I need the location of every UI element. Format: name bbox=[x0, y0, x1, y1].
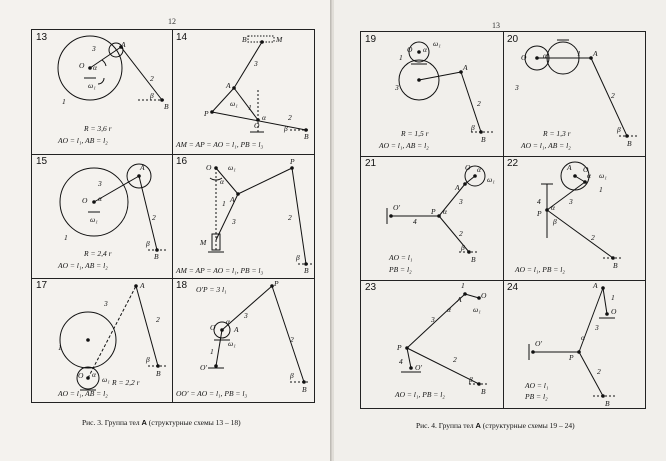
label-link-number: 1 bbox=[210, 347, 214, 356]
mechanism-diagram bbox=[503, 32, 645, 156]
label-link-number: 2 bbox=[288, 213, 292, 222]
label-link-number: 1 bbox=[58, 343, 62, 352]
label-point: P bbox=[204, 109, 209, 118]
parameter-line: AO = l₁, PB = l₂ bbox=[395, 390, 445, 399]
label-point: O bbox=[583, 165, 589, 174]
label-angle: α bbox=[92, 370, 96, 379]
scheme-21 bbox=[361, 156, 503, 280]
parameter-line: PB = l₂ bbox=[525, 392, 548, 401]
label-point: O bbox=[521, 53, 527, 62]
label-link-number: 3 bbox=[92, 44, 96, 53]
label-angle: α bbox=[423, 45, 427, 54]
label-link-number: 3 bbox=[104, 299, 108, 308]
label-point: A bbox=[230, 195, 235, 204]
parameter-line: AM = AP = AO = l₁, PB = l₃ bbox=[176, 266, 264, 275]
scheme-number: 13 bbox=[36, 32, 48, 43]
label-point: O′ bbox=[200, 363, 208, 372]
mechanism-diagram bbox=[172, 154, 314, 278]
parameter-line: AO = l₁, AB = l₂ bbox=[58, 261, 108, 270]
label-angle: α bbox=[220, 177, 224, 186]
label-link-number: 2 bbox=[290, 335, 294, 344]
label-point: A bbox=[593, 49, 598, 58]
label-point: O bbox=[79, 61, 85, 70]
label-point: A bbox=[567, 163, 572, 172]
label-point: O bbox=[82, 196, 88, 205]
scheme-number: 18 bbox=[176, 280, 188, 291]
label-angle: α bbox=[543, 51, 547, 60]
label-angle: β bbox=[290, 371, 294, 380]
label-omega: ω₁ bbox=[230, 99, 238, 108]
label-omega: ω₁ bbox=[102, 375, 110, 384]
parameter-line: R = 2,4 r bbox=[84, 249, 112, 258]
label-angle: α bbox=[262, 113, 266, 122]
parameter-line: AO = l₁, AB = l₂ bbox=[58, 136, 108, 145]
right-page bbox=[334, 0, 666, 461]
label-ratio: O′P = 3 l₁ bbox=[196, 285, 227, 294]
label-point: B bbox=[164, 102, 169, 111]
figure-caption bbox=[82, 418, 241, 427]
label-point: B bbox=[302, 385, 307, 394]
label-point: A bbox=[593, 281, 598, 290]
label-omega: ω₁ bbox=[599, 171, 607, 180]
label-link-number: 2 bbox=[150, 74, 154, 83]
label-point: P bbox=[569, 353, 574, 362]
parameter-line: R = 1,3 r bbox=[543, 129, 571, 138]
caption-suffix: (структурные схемы 19 – 24) bbox=[480, 421, 575, 430]
label-omega: ω₁ bbox=[433, 39, 441, 48]
label-point: O′ bbox=[415, 363, 423, 372]
parameter-line: PB = l₂ bbox=[389, 265, 412, 274]
label-point: M bbox=[200, 238, 207, 247]
label-angle: α bbox=[477, 165, 481, 174]
label-angle: β bbox=[146, 355, 150, 364]
label-point: O bbox=[465, 163, 471, 172]
label-point: A bbox=[455, 183, 460, 192]
label-angle: α bbox=[587, 171, 591, 180]
label-omega: ω₁ bbox=[88, 81, 96, 90]
label-link-number: 1 bbox=[577, 49, 581, 58]
parameter-line: AO = l₁, PB = l₂ bbox=[515, 265, 565, 274]
scheme-grid bbox=[31, 29, 315, 403]
label-omega: ω₁ bbox=[228, 339, 236, 348]
label-link-number: 2 bbox=[453, 355, 457, 364]
label-link-number: 1 bbox=[62, 97, 66, 106]
label-link-number: 3 bbox=[431, 315, 435, 324]
parameter-line: R = 1,5 r bbox=[401, 129, 429, 138]
scheme-13 bbox=[32, 30, 172, 154]
scheme-number: 14 bbox=[176, 32, 188, 43]
label-angle: α bbox=[447, 305, 451, 314]
label-link-number: 2 bbox=[597, 367, 601, 376]
parameter-line: AO = l₁ bbox=[389, 253, 413, 262]
label-point: A bbox=[140, 163, 145, 172]
caption-group: A bbox=[475, 421, 481, 430]
scheme-23 bbox=[361, 280, 503, 408]
scheme-number: 24 bbox=[507, 282, 519, 293]
label-angle: α bbox=[443, 207, 447, 216]
scheme-15 bbox=[32, 154, 172, 278]
mechanism-diagram bbox=[503, 156, 645, 280]
label-point: B bbox=[481, 135, 486, 144]
label-point: B bbox=[627, 139, 632, 148]
label-point: B bbox=[613, 261, 618, 270]
parameter-line: R = 3,6 r bbox=[84, 124, 112, 133]
scheme-number: 15 bbox=[36, 156, 48, 167]
label-link-number: 3 bbox=[244, 311, 248, 320]
label-omega: ω₁ bbox=[473, 305, 481, 314]
label-link-number: 3 bbox=[459, 197, 463, 206]
scheme-16 bbox=[172, 154, 314, 278]
label-point: B bbox=[242, 35, 247, 44]
scheme-24 bbox=[503, 280, 645, 408]
label-link-number: 1 bbox=[248, 103, 252, 112]
label-point: O′ bbox=[393, 203, 401, 212]
label-omega: ω₁ bbox=[90, 215, 98, 224]
scheme-number: 19 bbox=[365, 34, 377, 45]
label-point: O bbox=[254, 121, 260, 130]
label-point: B bbox=[605, 399, 610, 408]
label-link-number: 4 bbox=[413, 217, 417, 226]
label-angle: β bbox=[284, 124, 288, 133]
label-point: P bbox=[290, 157, 295, 166]
mechanism-diagram bbox=[32, 154, 172, 278]
left-page bbox=[0, 0, 332, 461]
label-link-number: 3 bbox=[254, 59, 258, 68]
label-angle: β bbox=[150, 91, 154, 100]
label-link-number: 2 bbox=[477, 99, 481, 108]
label-link-number: 1 bbox=[461, 281, 465, 290]
parameter-line: R = 2,2 r bbox=[112, 378, 140, 387]
caption-prefix: Рис. 3. Группа тел bbox=[82, 418, 142, 427]
scheme-number: 23 bbox=[365, 282, 377, 293]
scheme-number: 22 bbox=[507, 158, 519, 169]
scheme-number: 16 bbox=[176, 156, 188, 167]
scheme-18 bbox=[172, 278, 314, 402]
label-link-number: 3 bbox=[395, 83, 399, 92]
label-link-number: 1 bbox=[611, 293, 615, 302]
label-angle: β bbox=[146, 239, 150, 248]
scheme-14 bbox=[172, 30, 314, 154]
label-point: P bbox=[537, 209, 542, 218]
label-point: P bbox=[431, 207, 436, 216]
label-link-number: 2 bbox=[156, 315, 160, 324]
parameter-line: AM = AP = AO = l₁, PB = l₃ bbox=[176, 140, 264, 149]
parameter-line: AO = l₁, AB = l₂ bbox=[58, 389, 108, 398]
label-link-number: 1 bbox=[64, 233, 68, 242]
parameter-line: AO = l₁, AB = l₂ bbox=[521, 141, 571, 150]
label-point: M bbox=[276, 35, 283, 44]
scheme-number: 20 bbox=[507, 34, 519, 45]
figure-caption bbox=[416, 421, 575, 430]
label-point: O bbox=[481, 291, 487, 300]
label-point: A bbox=[140, 281, 145, 290]
label-point: B bbox=[154, 252, 159, 261]
label-angle: β bbox=[296, 253, 300, 262]
label-point: A bbox=[234, 325, 239, 334]
scheme-20 bbox=[503, 32, 645, 156]
label-point: B bbox=[156, 369, 161, 378]
label-link-number: 2 bbox=[152, 213, 156, 222]
label-angle: β bbox=[553, 217, 557, 226]
label-point: B bbox=[471, 255, 476, 264]
page-number: 13 bbox=[492, 21, 500, 30]
caption-group: A bbox=[141, 418, 147, 427]
label-link-number: 3 bbox=[595, 323, 599, 332]
caption-suffix: (структурные схемы 13 – 18) bbox=[146, 418, 241, 427]
label-link-number: 4 bbox=[537, 197, 541, 206]
label-link-number: 2 bbox=[611, 91, 615, 100]
parameter-line: AO = l₁ bbox=[525, 381, 549, 390]
label-point: P bbox=[274, 279, 279, 288]
label-link-number: 3 bbox=[98, 179, 102, 188]
label-link-number: 4 bbox=[399, 357, 403, 366]
label-angle: α bbox=[581, 333, 585, 342]
scheme-17 bbox=[32, 278, 172, 402]
label-link-number: 1 bbox=[599, 185, 603, 194]
scheme-22 bbox=[503, 156, 645, 280]
label-link-number: 1 bbox=[222, 199, 226, 208]
mechanism-diagram bbox=[361, 156, 503, 280]
label-point: A bbox=[457, 295, 462, 304]
label-point: O bbox=[206, 163, 212, 172]
label-omega: ω₁ bbox=[228, 163, 236, 172]
label-omega: ω₁ bbox=[487, 175, 495, 184]
parameter-line: OO′ = AO = l₁, PB = l₃ bbox=[176, 389, 248, 398]
label-point: A bbox=[121, 40, 126, 49]
label-point: B bbox=[304, 132, 309, 141]
parameter-line: AO = l₁, AB = l₂ bbox=[379, 141, 429, 150]
label-link-number: 2 bbox=[459, 229, 463, 238]
label-point: O bbox=[611, 307, 617, 316]
label-angle: β bbox=[471, 123, 475, 132]
scheme-number: 21 bbox=[365, 158, 377, 169]
scheme-number: 17 bbox=[36, 280, 48, 291]
label-point: A bbox=[463, 63, 468, 72]
label-link-number: 3 bbox=[569, 197, 573, 206]
label-angle: β bbox=[461, 243, 465, 252]
mechanism-diagram bbox=[172, 30, 314, 154]
label-angle: β bbox=[469, 375, 473, 384]
label-point: O bbox=[210, 323, 216, 332]
label-link-number: 3 bbox=[232, 217, 236, 226]
label-angle: β bbox=[617, 125, 621, 134]
label-point: O′ bbox=[535, 339, 543, 348]
label-point: P bbox=[397, 343, 402, 352]
page-number: 12 bbox=[168, 17, 176, 26]
label-angle: α bbox=[226, 317, 230, 326]
label-angle: α bbox=[98, 194, 102, 203]
scheme-19 bbox=[361, 32, 503, 156]
scheme-grid bbox=[360, 31, 646, 409]
label-point: A bbox=[226, 81, 231, 90]
label-point: O bbox=[78, 371, 84, 380]
label-link-number: 3 bbox=[515, 83, 519, 92]
label-link-number: 1 bbox=[399, 53, 403, 62]
label-angle: α bbox=[93, 63, 97, 72]
label-point: B bbox=[304, 266, 309, 275]
caption-prefix: Рис. 4. Группа тел bbox=[416, 421, 476, 430]
label-link-number: 2 bbox=[591, 233, 595, 242]
label-point: B bbox=[481, 387, 486, 396]
label-point: O bbox=[407, 45, 413, 54]
label-link-number: 2 bbox=[288, 113, 292, 122]
label-angle: α bbox=[551, 203, 555, 212]
